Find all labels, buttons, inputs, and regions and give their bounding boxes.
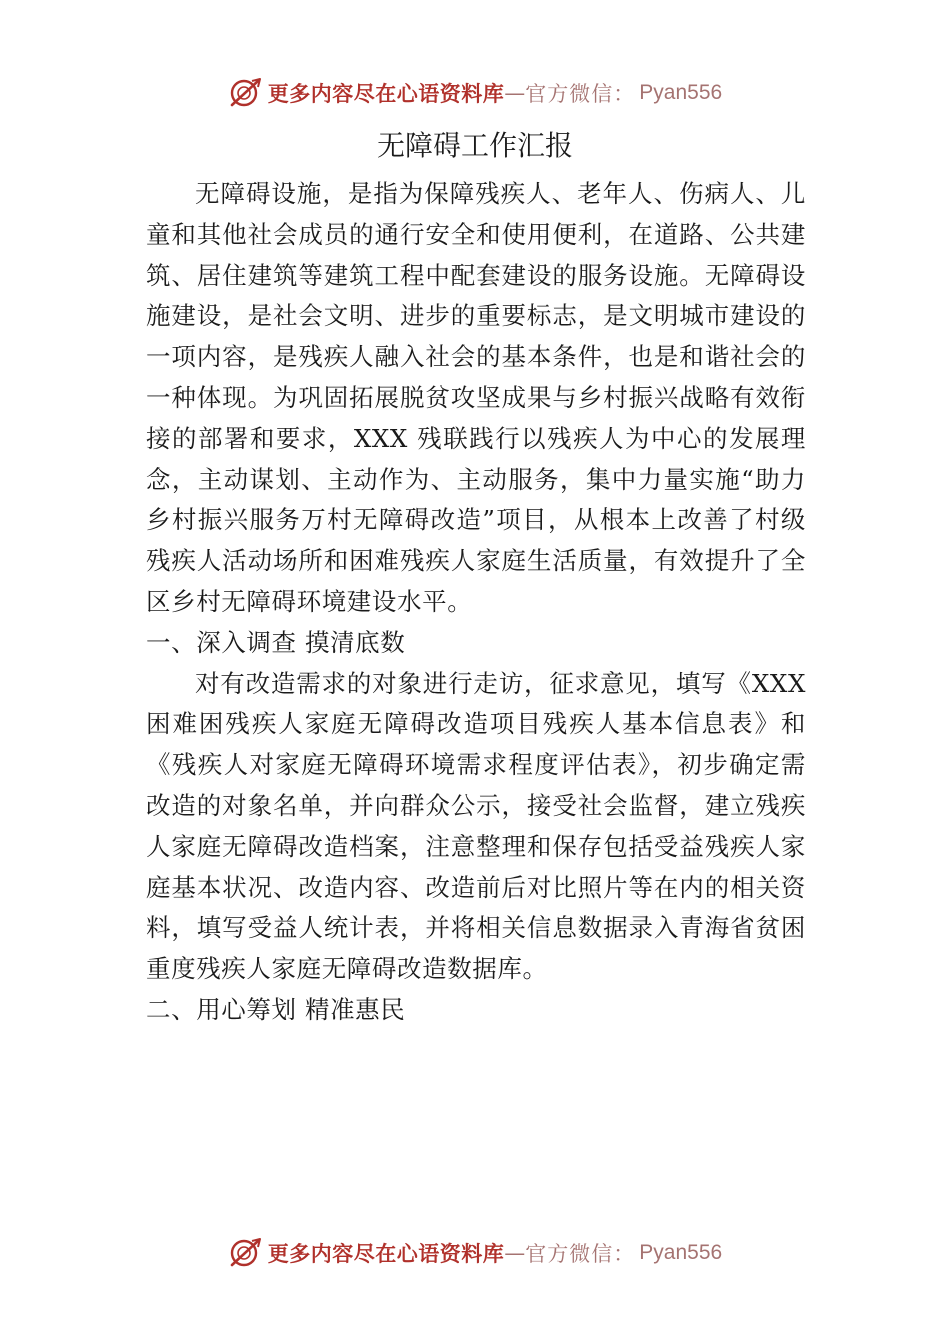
section-1-paragraph: 对有改造需求的对象进行走访，征求意见，填写《XXX困难困残疾人家庭无障碍改造项目残疾人基本信息表》和《残疾人对家庭无障碍环境需求程度评估表》，初步确定需改造的对象名单，并向群众公示，接受社会监督，建立残疾人家庭无障碍改造档案，注意整理和保存包括受益残疾人家庭基本状况、改造内容、改造前后对比照片等在内的相关资料，填写受益人统计表，并将相关信息数据录入青海省贫困重度残疾人家庭无障碍改造数据库。 — [146, 668, 806, 984]
brand-logo-icon — [228, 75, 264, 111]
brand-text: 更多内容尽在心语资料库 — [267, 81, 505, 106]
header-banner — [0, 70, 950, 116]
banner-separator: — — [504, 81, 526, 105]
section-1-heading: 一、深入调查 摸清底数 — [146, 627, 406, 657]
footer-banner — [0, 1230, 950, 1276]
brand-logo-icon — [228, 1235, 264, 1271]
document-title: 无障碍工作汇报 — [376, 129, 573, 162]
document-body — [146, 174, 806, 1031]
wechat-id: Pyan556 — [639, 81, 723, 104]
section-2-heading: 二、用心筹划 精准惠民 — [146, 994, 406, 1024]
intro-paragraph: 无障碍设施，是指为保障残疾人、老年人、伤病人、儿童和其他社会成员的通行安全和使用便利，在道路、公共建筑、居住建筑等建筑工程中配套建设的服务设施。无障碍设施建设，是社会文明、进步的重要标志，是文明城市建设的一项内容，是残疾人融入社会的基本条件，也是和谐社会的一种体现。为巩固拓展脱贫攻坚成果与乡村振兴战略有效衔接的部署和要求，XXX 残联践行以残疾人为中心的发展理念，主动谋划、主动作为、主动服务，集中力量实施“助力乡村振兴服务万村无障碍改造”项目，从根本上改善了村级残疾人活动场所和困难残疾人家庭生活质量，有效提升了全区乡村无障碍环境建设水平。 — [146, 179, 806, 616]
wechat-label: 官方微信： — [525, 82, 636, 106]
brand-text: 更多内容尽在心语资料库 — [267, 1241, 505, 1266]
wechat-label: 官方微信： — [525, 1242, 636, 1266]
banner-separator: — — [504, 1241, 526, 1265]
wechat-id: Pyan556 — [639, 1241, 723, 1264]
